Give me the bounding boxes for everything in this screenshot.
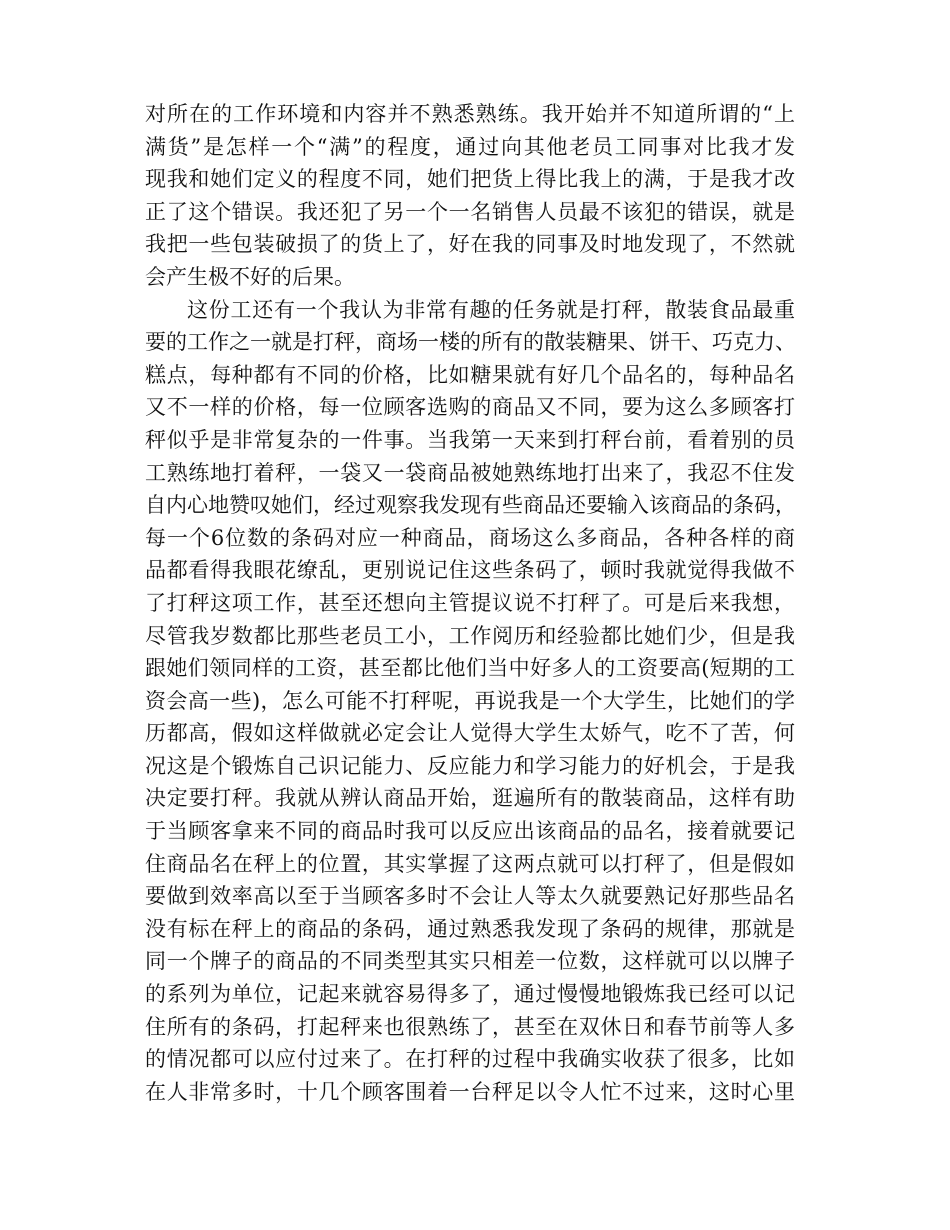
text-line: 的系列为单位，记起来就容易得多了，通过慢慢地锻炼我已经可以记 [145,982,795,1007]
text-line: 跟她们领同样的工资，甚至都比他们当中好多人的工资要高(短期的工 [145,656,795,681]
text-line: 我把一些包装破损了的货上了，好在我的同事及时地发现了，不然就 [145,232,795,257]
text-line: 糕点，每种都有不同的价格，比如糖果就有好几个品名的，每种品名 [145,362,795,387]
text-line: 住商品名在秤上的位置，其实掌握了这两点就可以打秤了，但是假如 [145,851,795,876]
paragraph-1 [145,98,795,294]
text-line: 没有标在秤上的商品的条码，通过熟悉我发现了条码的规律，那就是 [145,916,795,941]
text-line: 秤似乎是非常复杂的一件事。当我第一天来到打秤台前，看着别的员 [145,427,795,452]
text-line: 历都高，假如这样做就必定会让人觉得大学生太娇气，吃不了苦，何 [145,721,795,746]
text-line: 满货”是怎样一个“满”的程度，通过向其他老员工同事对比我才发 [145,134,795,159]
text-line: 要做到效率高以至于当顾客多时不会让人等太久就要熟记好那些品名 [145,884,795,909]
text-line: 决定要打秤。我就从辨认商品开始，逛遍所有的散装商品，这样有助 [145,786,795,811]
text-line: 现我和她们定义的程度不同，她们把货上得比我上的满，于是我才改 [145,167,795,192]
text-line: 正了这个错误。我还犯了另一个一名销售人员最不该犯的错误，就是 [145,199,795,224]
text-line: 尽管我岁数都比那些老员工小，工作阅历和经验都比她们少，但是我 [145,623,795,648]
text-line: 对所在的工作环境和内容并不熟悉熟练。我开始并不知道所谓的“上 [145,102,795,126]
text-line: 况这是个锻炼自己识记能力、反应能力和学习能力的好机会，于是我 [145,753,795,778]
text-line: 同一个牌子的商品的不同类型其实只相差一位数，这样就可以以牌子 [145,949,795,974]
text-line: 在人非常多时，十几个顾客围着一台秤足以令人忙不过来，这时心里 [145,1079,795,1104]
text-line: 品都看得我眼花缭乱，更别说记住这些条码了，顿时我就觉得我做不 [145,558,795,583]
text-line: 每一个6位数的条码对应一种商品，商场这么多商品，各种各样的商 [145,525,795,550]
text-line: 这份工还有一个我认为非常有趣的任务就是打秤，散装食品最重 [187,297,795,322]
paragraph-2 [145,294,795,1109]
text-line: 了打秤这项工作，甚至还想向主管提议说不打秤了。可是后来我想， [145,590,795,615]
text-line: 工熟练地打着秤，一袋又一袋商品被她熟练地打出来了，我忍不住发 [145,460,795,485]
text-line: 自内心地赞叹她们，经过观察我发现有些商品还要输入该商品的条码， [145,493,796,518]
document-page [145,98,795,1108]
text-line: 住所有的条码，打起秤来也很熟练了，甚至在双休日和春节前等人多 [145,1014,795,1039]
text-line: 的情况都可以应付过来了。在打秤的过程中我确实收获了很多，比如 [145,1047,795,1072]
text-line: 又不一样的价格，每一位顾客选购的商品又不同，要为这么多顾客打 [145,395,795,420]
text-line: 要的工作之一就是打秤，商场一楼的所有的散装糖果、饼干、巧克力、 [145,330,796,355]
text-line: 资会高一些)，怎么可能不打秤呢，再说我是一个大学生，比她们的学 [145,688,795,713]
text-line: 于当顾客拿来不同的商品时我可以反应出该商品的品名，接着就要记 [145,819,795,844]
text-line: 会产生极不好的后果。 [145,264,355,289]
